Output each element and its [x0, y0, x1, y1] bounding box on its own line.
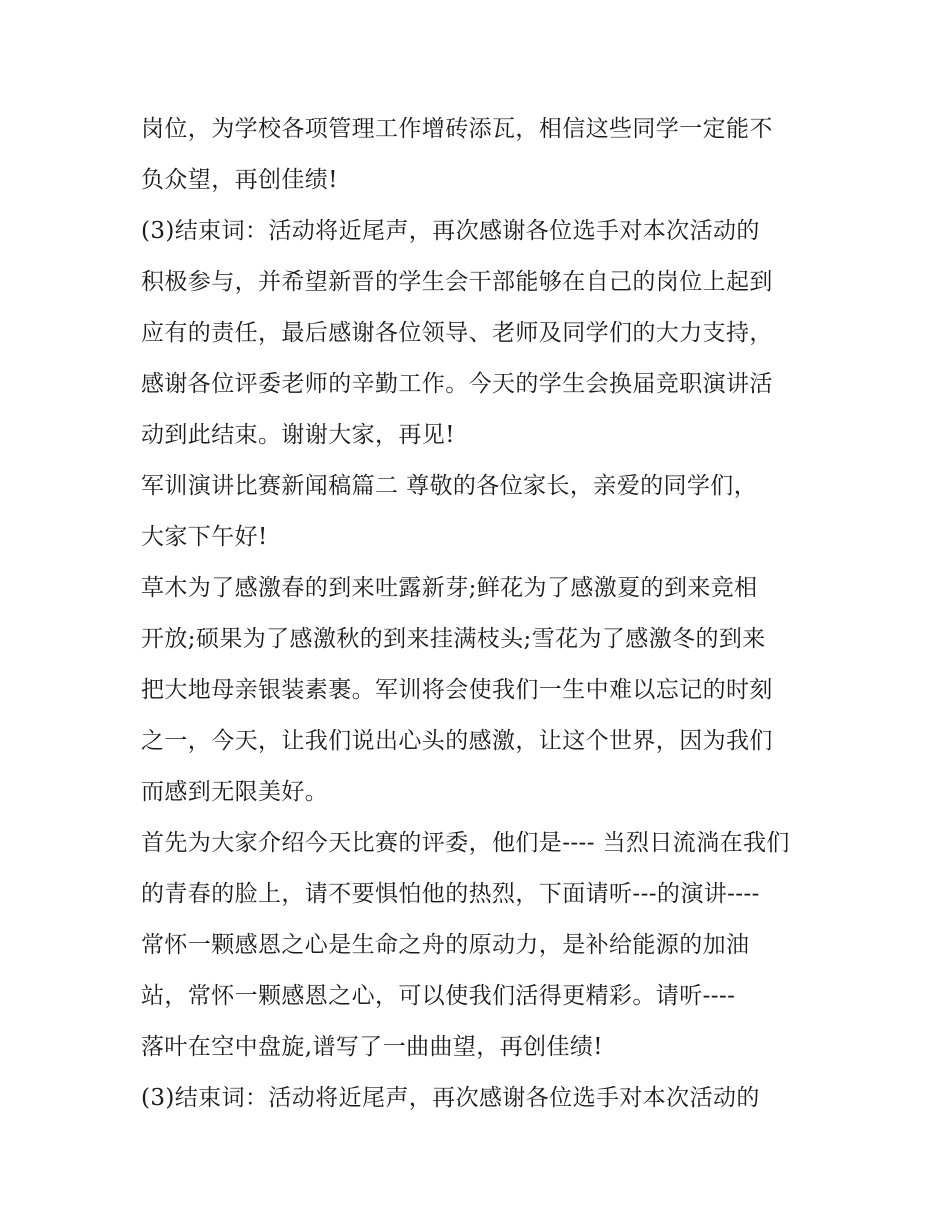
text-line: 大家下午好!	[141, 524, 268, 550]
text-line: 落叶在空中盘旋,谱写了一曲曲望，再创佳绩!	[141, 1034, 603, 1060]
text-line: (3)结束词：活动将近尾声，再次感谢各位选手对本次活动的	[141, 1085, 760, 1111]
text-line: 首先为大家介绍今天比赛的评委，他们是---- 当烈日流淌在我们	[141, 830, 790, 856]
text-line: 的青春的脸上，请不要惧怕他的热烈，下面请听---的演讲----	[141, 881, 760, 907]
text-line: 常怀一颗感恩之心是生命之舟的原动力，是补给能源的加油	[141, 932, 750, 958]
text-line: 之一，今天，让我们说出心头的感激，让这个世界，因为我们	[141, 728, 773, 754]
text-line: 军训演讲比赛新闻稿篇二 尊敬的各位家长，亲爱的同学们，	[141, 473, 758, 499]
text-line: 负众望，再创佳绩!	[141, 167, 338, 193]
text-line: (3)结束词：活动将近尾声，再次感谢各位选手对本次活动的	[141, 218, 760, 244]
text-line: 而感到无限美好。	[141, 779, 329, 805]
text-line: 积极参与，并希望新晋的学生会干部能够在自己的岗位上起到	[141, 269, 773, 295]
text-line: 动到此结束。谢谢大家，再见!	[141, 422, 455, 448]
text-line: 感谢各位评委老师的辛勤工作。今天的学生会换届竞职演讲活	[141, 371, 773, 397]
text-line: 应有的责任，最后感谢各位领导、老师及同学们的大力支持，	[141, 320, 773, 346]
text-line: 站，常怀一颗感恩之心，可以使我们活得更精彩。请听----	[141, 983, 736, 1009]
text-line: 开放;硕果为了感激秋的到来挂满枝头;雪花为了感激冬的到来	[141, 626, 766, 652]
text-line: 草木为了感激春的到来吐露新芽;鲜花为了感激夏的到来竞相	[141, 575, 758, 601]
text-line: 把大地母亲银装素裹。军训将会使我们一生中难以忘记的时刻	[141, 677, 773, 703]
text-line: 岗位，为学校各项管理工作增砖添瓦，相信这些同学一定能不	[141, 116, 773, 142]
document-body	[141, 104, 831, 1124]
